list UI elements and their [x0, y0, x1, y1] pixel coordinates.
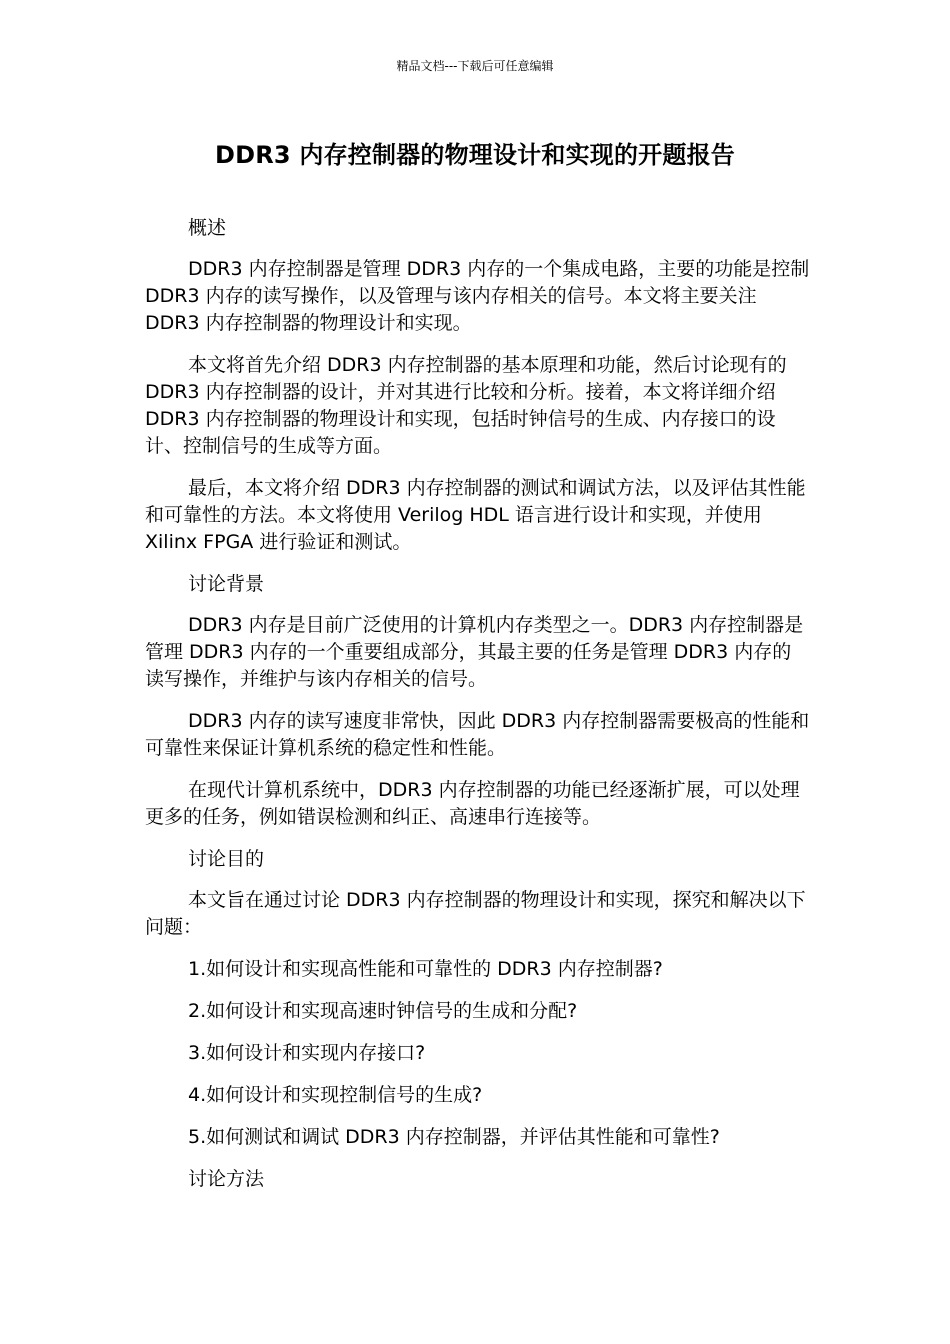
question-item: 3.如何设计和实现内存接口? — [188, 1042, 426, 1064]
paragraph: 在现代计算机系统中，DDR3 内存控制器的功能已经逐渐扩展，可以处理更多的任务，例如错误检测和纠正、高速串行连接等。 — [145, 779, 800, 828]
paragraph: DDR3 内存的读写速度非常快，因此 DDR3 内存控制器需要极高的性能和可靠性来保证计算机系统的稳定性和性能。 — [145, 710, 810, 759]
question-item: 2.如何设计和实现高速时钟信号的生成和分配? — [188, 1000, 578, 1022]
section-heading-purpose: 讨论目的 — [188, 848, 265, 870]
question-item: 1.如何设计和实现高性能和可靠性的 DDR3 内存控制器? — [188, 958, 663, 980]
paragraph: 最后，本文将介绍 DDR3 内存控制器的测试和调试方法，以及评估其性能和可靠性的方法。本文将使用 Verilog HDL 语言进行设计和实现，并使用 Xilinx FPGA 进行验证和测试。 — [145, 477, 806, 553]
section-heading-overview: 概述 — [188, 217, 227, 239]
paragraph: 本文将首先介绍 DDR3 内存控制器的基本原理和功能，然后讨论现有的 DDR3 内存控制器的设计，并对其进行比较和分析。接着，本文将详细介绍 DDR3 内存控制器的物理设计和实现，包括时钟信号的生成、内存接口的设计、控制信号的生成等方面。 — [145, 354, 787, 457]
document-body — [145, 215, 810, 1207]
question-list — [145, 956, 810, 1151]
paragraph: DDR3 内存控制器是管理 DDR3 内存的一个集成电路，主要的功能是控制 DDR3 内存的读写操作，以及管理与该内存相关的信号。本文将主要关注 DDR3 内存控制器的物理设计和实现。 — [145, 258, 810, 334]
section-heading-background: 讨论背景 — [188, 573, 265, 595]
document-title: DDR3 内存控制器的物理设计和实现的开题报告 — [215, 141, 735, 169]
question-item: 5.如何测试和调试 DDR3 内存控制器，并评估其性能和可靠性? — [188, 1126, 720, 1148]
page-header: 精品文档---下载后可任意编辑 — [396, 59, 554, 73]
section-heading-method: 讨论方法 — [188, 1168, 265, 1190]
paragraph: 本文旨在通过讨论 DDR3 内存控制器的物理设计和实现，探究和解决以下问题： — [145, 889, 806, 938]
paragraph: DDR3 内存是目前广泛使用的计算机内存类型之一。DDR3 内存控制器是管理 DDR3 内存的一个重要组成部分，其最主要的任务是管理 DDR3 内存的读写操作，并维护与该内存相关的信号。 — [145, 614, 804, 690]
question-item: 4.如何设计和实现控制信号的生成? — [188, 1084, 483, 1106]
